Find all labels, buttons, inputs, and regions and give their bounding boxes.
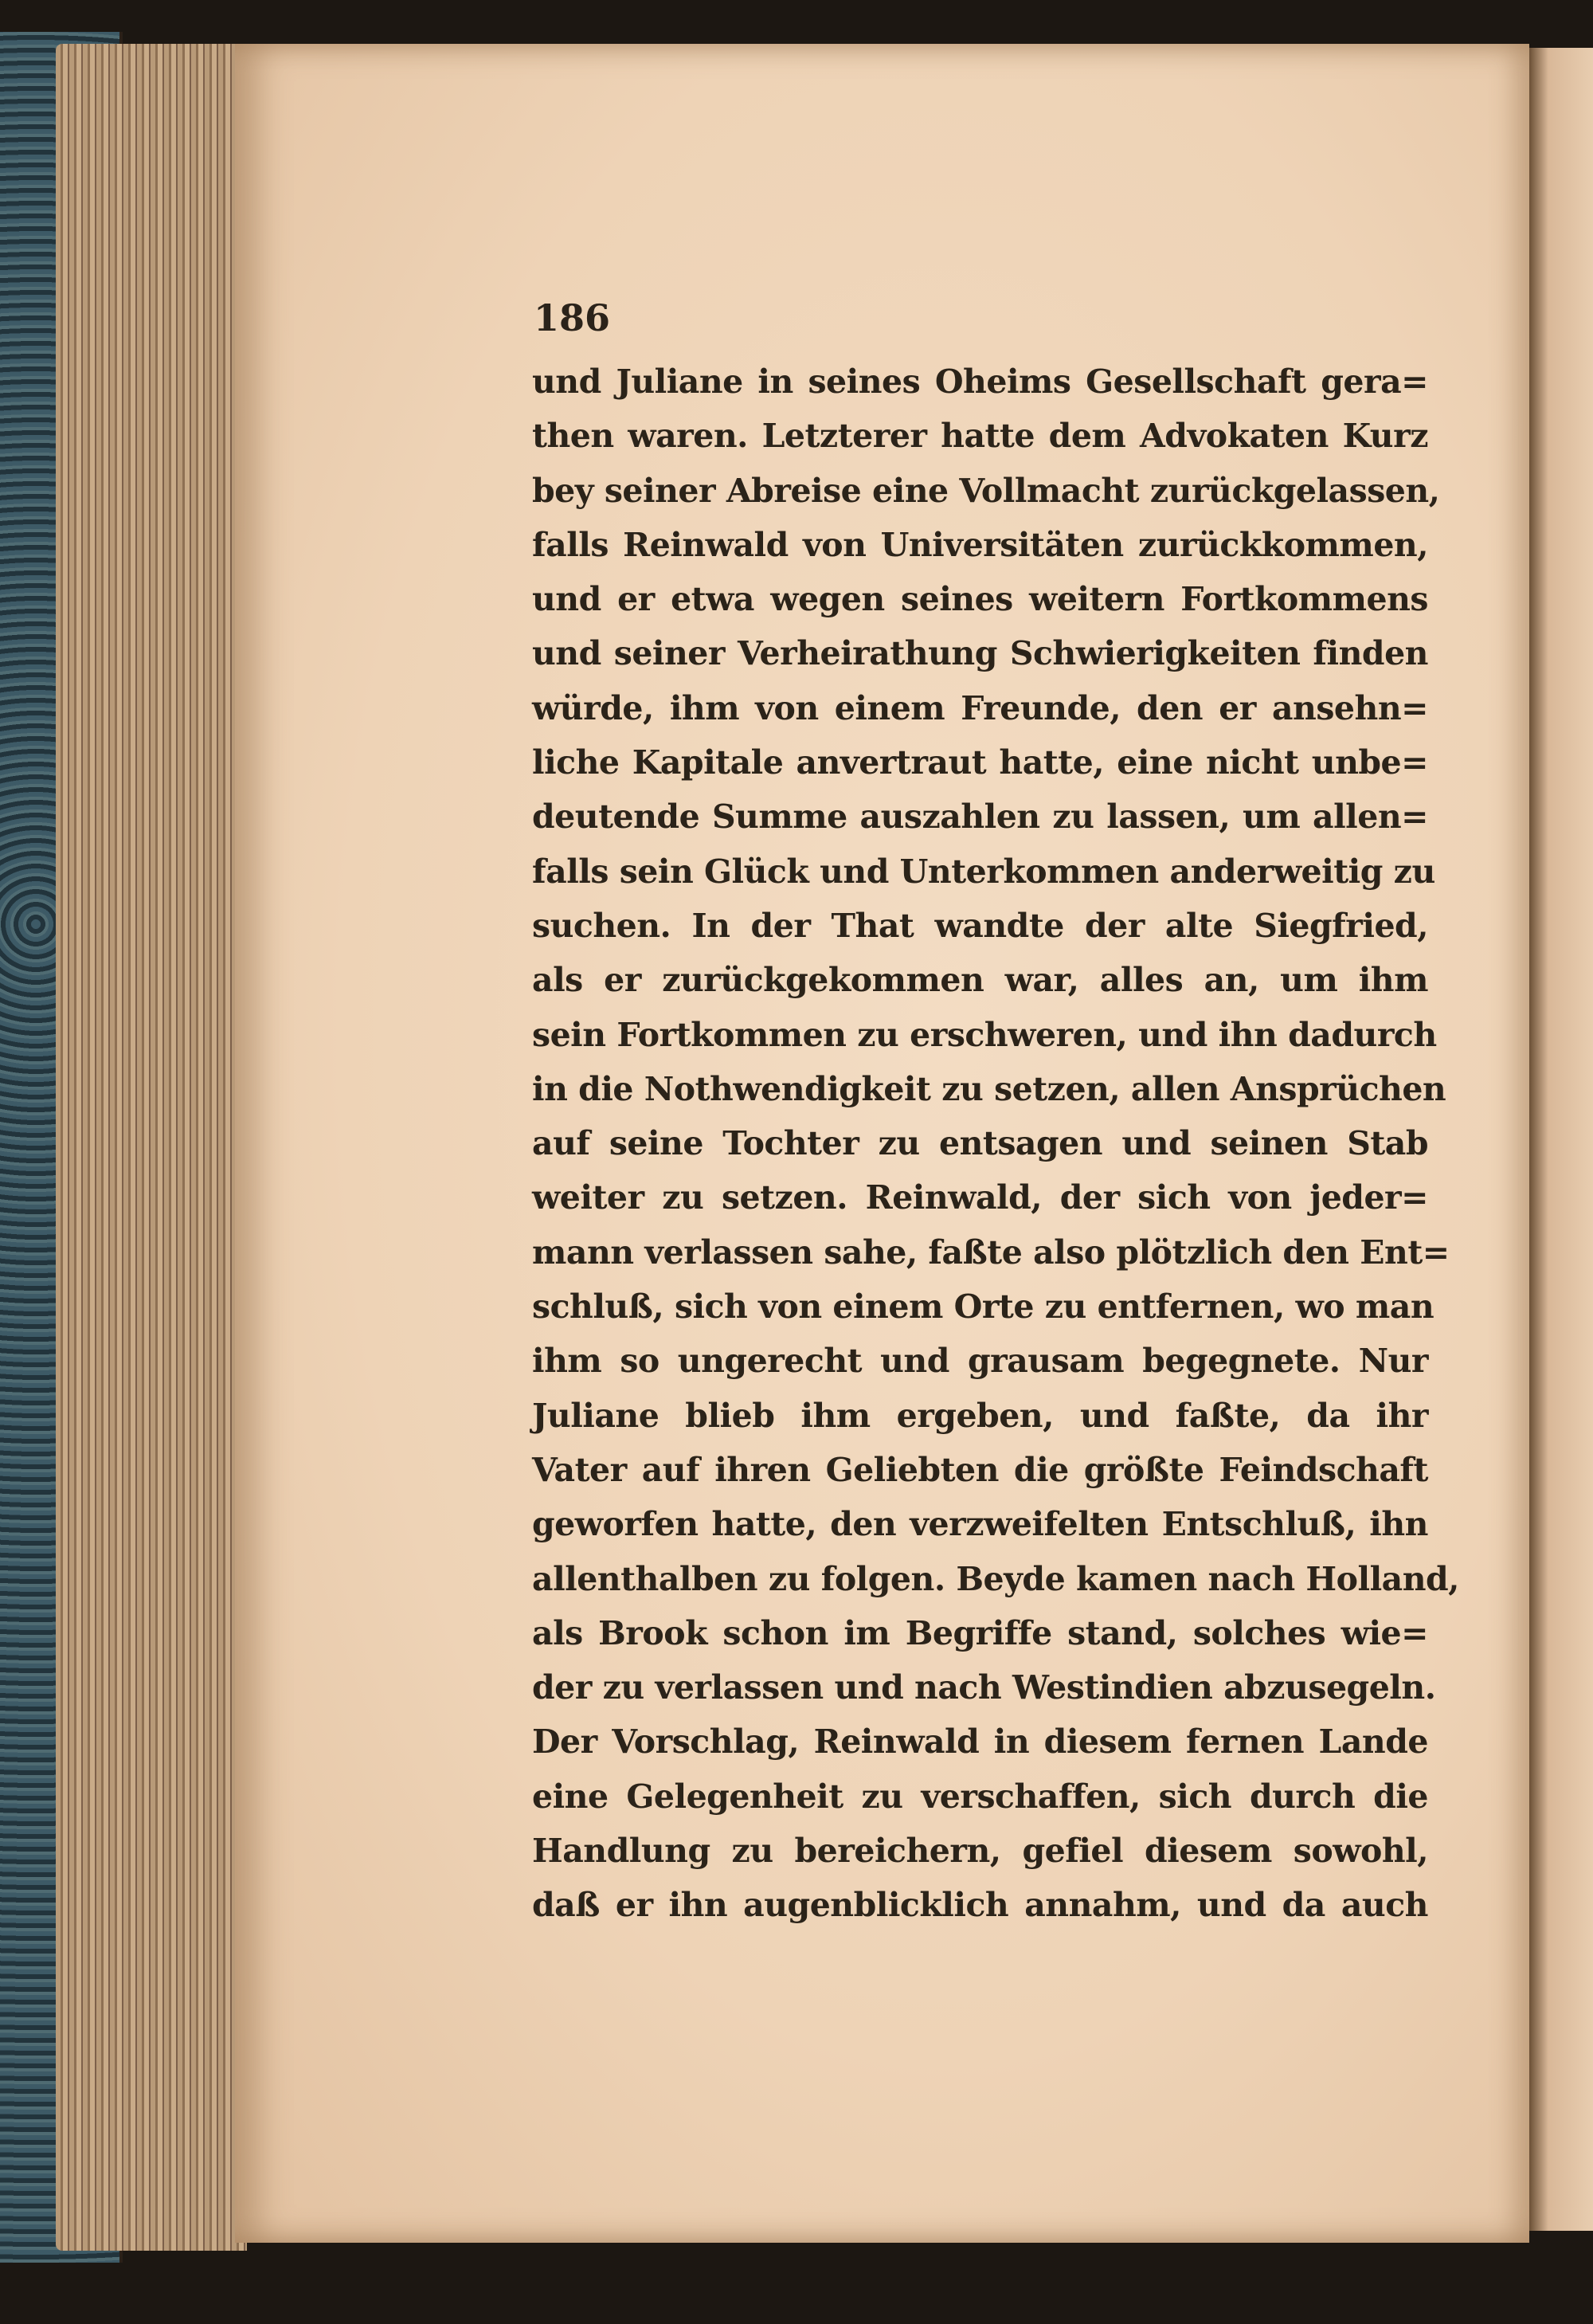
text-line: als Brook schon im Begriffe stand, solches wie= (532, 1613, 1428, 1652)
text-line: sein Fortkommen zu erschweren, und ihn dadurch (532, 1015, 1437, 1054)
text-line: würde, ihm von einem Freunde, den er ansehn= (532, 688, 1428, 727)
text-line: auf seine Tochter zu entsagen und seinen Stab (532, 1124, 1428, 1163)
text-line: Juliane blieb ihm ergeben, und faßte, da ihr (532, 1396, 1428, 1435)
text-line: falls sein Glück und Unterkommen anderweitig zu (532, 852, 1435, 891)
text-line: daß er ihn augenblicklich annahm, und da auch (532, 1886, 1428, 1925)
text-line: Vater auf ihren Geliebten die größte Feindschaft (532, 1450, 1428, 1489)
text-line: bey seiner Abreise eine Vollmacht zurückgelassen, (532, 471, 1440, 510)
text-line: deutende Summe auszahlen zu lassen, um allen= (532, 798, 1428, 837)
text-line: und er etwa wegen seines weitern Fortkommens (532, 580, 1428, 619)
text-line: der zu verlassen und nach Westindien abzusegeln. (532, 1668, 1436, 1707)
facing-page-edge (1529, 48, 1593, 2231)
text-line: weiter zu setzen. Reinwald, der sich von jeder= (532, 1178, 1428, 1217)
text-line: geworfen hatte, den verzweifelten Entschluß, ihn (532, 1505, 1428, 1544)
text-line: then waren. Letzterer hatte dem Advokaten Kurz (532, 417, 1428, 456)
text-line: allenthalben zu folgen. Beyde kamen nach Holland, (532, 1559, 1459, 1598)
text-line: und Juliane in seines Oheims Gesellschaft gera= (532, 363, 1428, 401)
text-line: mann verlassen sahe, faßte also plötzlich den Ent= (532, 1233, 1450, 1272)
body-text (532, 363, 1459, 1941)
text-line: eine Gelegenheit zu verschaffen, sich durch die (532, 1777, 1428, 1816)
text-line: falls Reinwald von Universitäten zurückkommen, (532, 525, 1428, 564)
text-line: und seiner Verheirathung Schwierigkeiten finden (532, 634, 1428, 673)
page-number: 186 (534, 296, 611, 339)
text-line: suchen. In der That wandte der alte Siegfried, (532, 906, 1428, 945)
text-line: schluß, sich von einem Orte zu entfernen, wo man (532, 1287, 1434, 1327)
text-line: Handlung zu bereichern, gefiel diesem sowohl, (532, 1832, 1428, 1871)
text-line: liche Kapitale anvertraut hatte, eine nicht unbe= (532, 743, 1428, 782)
text-line: Der Vorschlag, Reinwald in diesem fernen Lande (532, 1722, 1428, 1762)
text-line: als er zurückgekommen war, alles an, um ihm (532, 961, 1428, 1000)
page-edges (56, 44, 247, 2251)
text-line: in die Nothwendigkeit zu setzen, allen Ansprüchen (532, 1069, 1446, 1108)
text-line: ihm so ungerecht und grausam begegnete. Nur (532, 1342, 1428, 1381)
